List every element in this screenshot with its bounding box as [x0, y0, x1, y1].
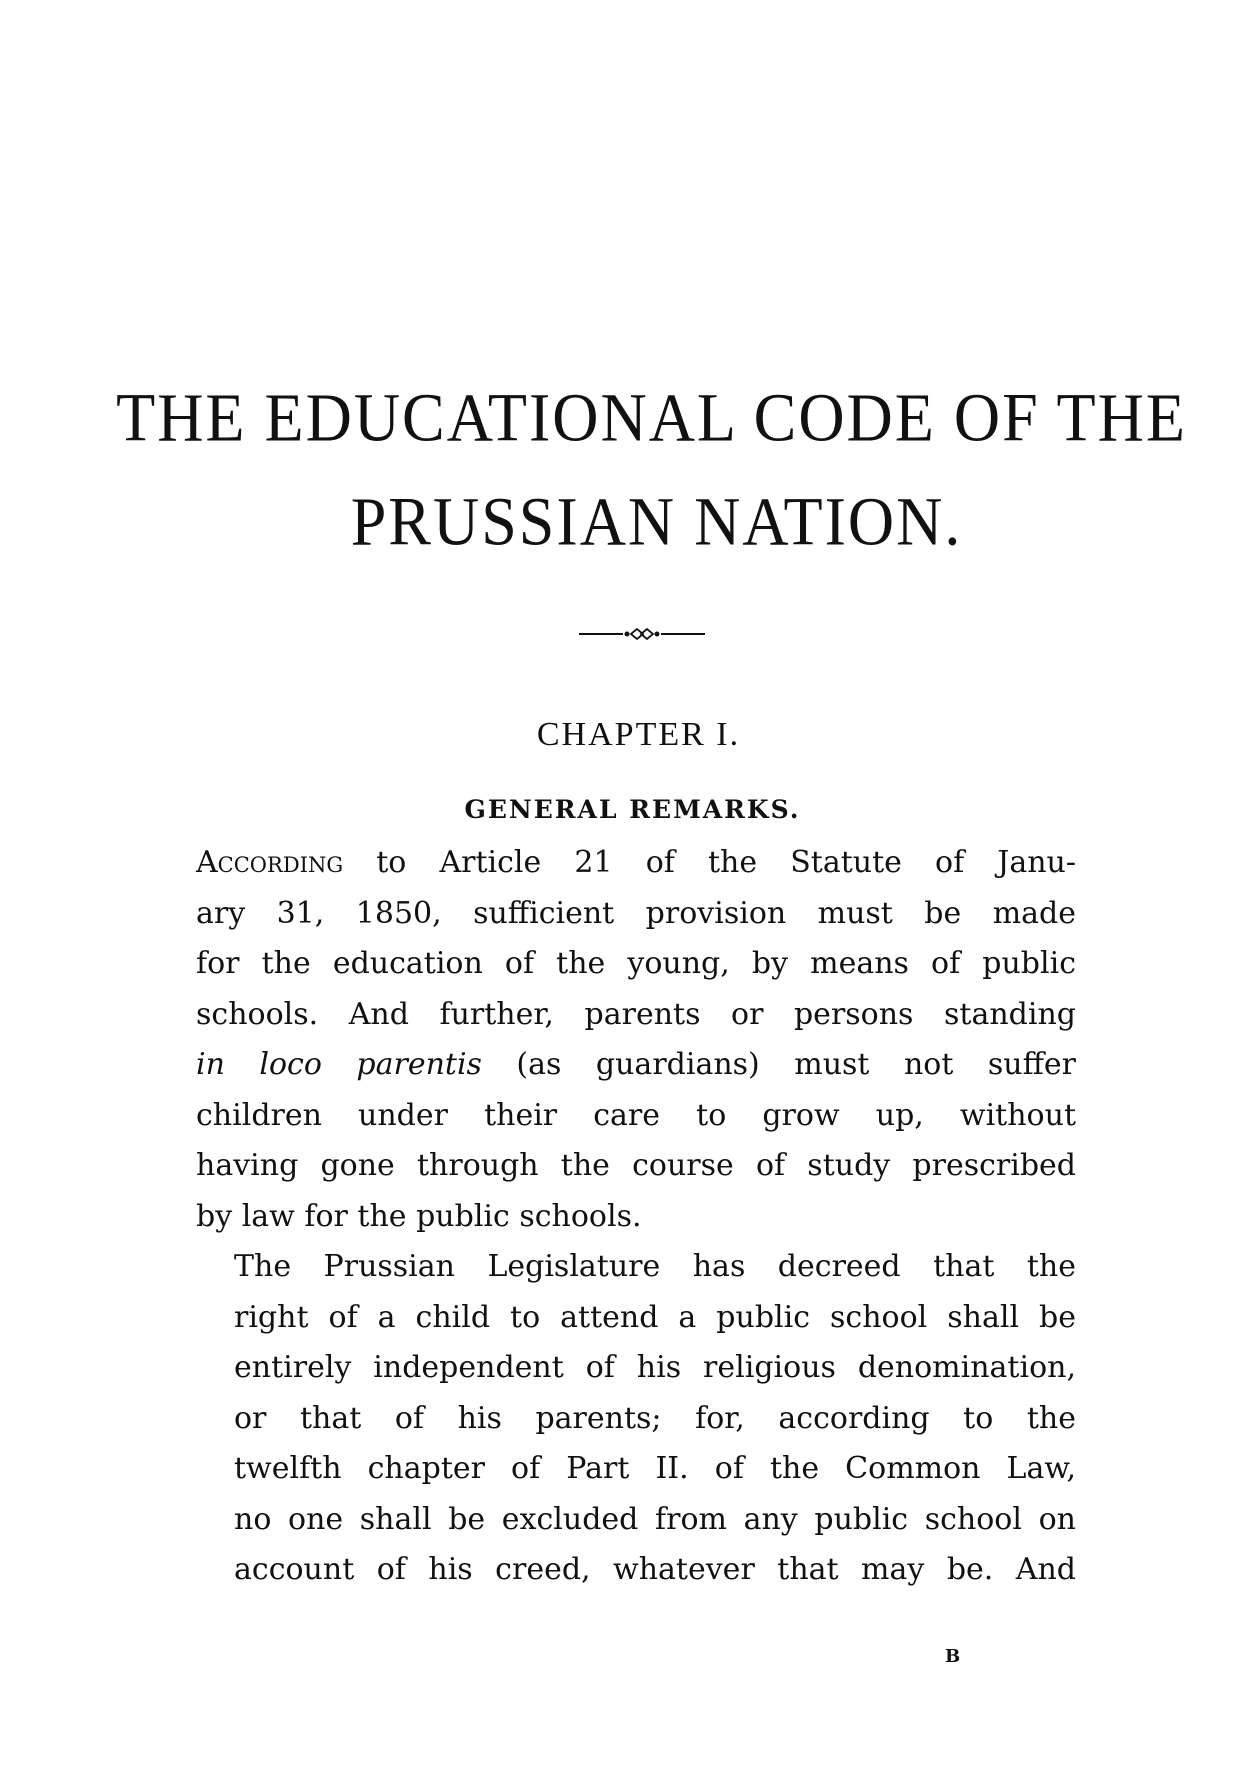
- signature-mark: B: [945, 1646, 961, 1667]
- paragraph-1-line-6: children under their care to grow up, without: [196, 1097, 1076, 1133]
- paragraph-1-line-2: ary 31, 1850, sufficient provision must be made: [196, 895, 1076, 931]
- paragraph-2-line-2: right of a child to attend a public school shall be: [234, 1299, 1076, 1335]
- title-line-2: PRUSSIAN NATION.: [350, 483, 963, 560]
- paragraph-2: [196, 1242, 1076, 1596]
- lead-word: According: [196, 845, 344, 880]
- chapter-heading: CHAPTER I.: [536, 716, 741, 753]
- paragraph-1-line-7: having gone through the course of study prescribed: [196, 1148, 1076, 1183]
- ornament-left-dot: [625, 632, 630, 637]
- line-text: to Article 21 of the Statute of Janu-: [343, 845, 1076, 880]
- paragraph-2-line-7: account of his creed, whatever that may be. And: [234, 1552, 1076, 1587]
- latin-phrase: in loco parentis: [196, 1047, 482, 1082]
- paragraph-2-line-3: entirely independent of his religious denomination,: [234, 1350, 1076, 1385]
- paragraph-1: [196, 838, 1076, 1242]
- paragraph-2-line-6: no one shall be excluded from any public school on: [234, 1501, 1076, 1537]
- paragraph-1-line-4: schools. And further, parents or persons standing: [196, 996, 1076, 1032]
- paragraph-1-line-1: [196, 838, 1076, 889]
- title-line-1: THE EDUCATIONAL CODE OF THE: [116, 379, 1187, 456]
- ornament-right-dot: [655, 632, 660, 637]
- rule-ornament-icon: [579, 626, 705, 642]
- paragraph-1-line-5: [196, 1040, 1076, 1091]
- paragraph-2-line-4: or that of his parents; for, according to the: [234, 1400, 1076, 1436]
- paragraph-2-line-5: twelfth chapter of Part II. of the Common Law,: [234, 1451, 1076, 1486]
- section-heading: GENERAL REMARKS.: [464, 795, 801, 824]
- paragraph-1-line-3: for the education of the young, by means of public: [196, 946, 1076, 981]
- line-text: (as guardians) must not suffer: [481, 1047, 1076, 1082]
- paragraph-2-line-1: The Prussian Legislature has decreed that the: [234, 1249, 1076, 1284]
- paragraph-1-line-8: by law for the public schools.: [196, 1198, 642, 1234]
